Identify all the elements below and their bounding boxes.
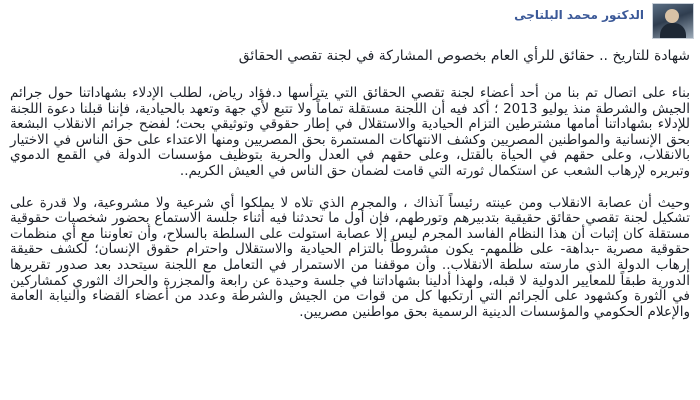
post-paragraph-1: بناء على اتصال تم بنا من أحد أعضاء لجنة تقصي الحقائق التي يترأسها د.فؤاد رياض، لطلب الإدلاء بشهاداتنا حول جرائم الجيش والشرطة منذ يوليو 2013 ؛ أكد فيه أن اللجنة مستقلة تماماً ولا تتبع لأي جهة وتعهد بالحيادية، فإننا قبلنا دعوة اللجنة للإدلاء بشهاداتنا أمامها مشترطين التزام الحيادية والاستقلال في إطار حقوقي وتوثيقي بحت؛ لفضح جرائم الانقلاب البشعة بحق الإنسانية والمواطنين المصريين وكشف الانتهاكات المستمرة بحق المصريين ومنها الاعتداء على حق الناس في الاختيار بالانقلاب، وعلى حقهم في الحياة بالقتل، وعلى حقهم في العدل والحرية بتوظيف مؤسسات الدولة في القمع الدموي وتبريره لإرهاب الشعب عن استكمال ثورته التي قامت لضمان حق الناس في العيش الكريم.. (10, 85, 690, 179)
author-avatar[interactable] (652, 3, 694, 39)
post-paragraph-2: وحيث أن عصابة الانقلاب ومن عينته رئيساً آنذاك ، والمجرم الذي تلاه لا يملكوا أي شرعية ولا مشروعية، ولا قدرة على تشكيل لجنة تقصي حقائق حقيقية بتدبيرهم وتورطهم، فإن أول ما تحدثنا فيه أثناء جلسة الاستماع بحضور شخصيات حقوقية مستقلة كان إثبات أن هذا النظام الفاسد المجرم ليس إلا عصابة استولت على السلطة بالسلاح، وأن تعاوننا مع أي منظمات حقوقية مصرية -بداهة- على ظلمهم- يكون مشروطاً بالتزام الحيادية والاستقلال واحترام حقوق الإنسان؛ لكشف حقيقة إرهاب الدولة الذي مارسته سلطة الانقلاب.. وأن موقفنا من الاستمرار في التعامل مع اللجنة سيتحدد بعد صدور تقريرها الدورية طبقاً للمعايير الدولية لا قبله، ولهذا أدلينا بشهاداتنا في جلسة وحيدة عن رابعة والمجزرة والحراك الثوري كمشاركين في الثورة وكشهود على الجرائم التي ارتكبها كل من قوات من الجيش والشرطة وعدد من أعضاء القضاء والنيابة العامة والإعلام الحكومي والمؤسسات الدينية الرسمية بحق مواطنين مصريين. (10, 194, 690, 320)
post-title: شهادة للتاريخ .. حقائق للرأي العام بخصوص المشاركة في لجنة تقصي الحقائق (238, 48, 690, 64)
post-body (10, 86, 690, 320)
author-name-link[interactable]: الدكتور محمد البلتاجى (514, 8, 644, 22)
paragraph-spacer (10, 180, 690, 196)
post-header (0, 0, 700, 42)
